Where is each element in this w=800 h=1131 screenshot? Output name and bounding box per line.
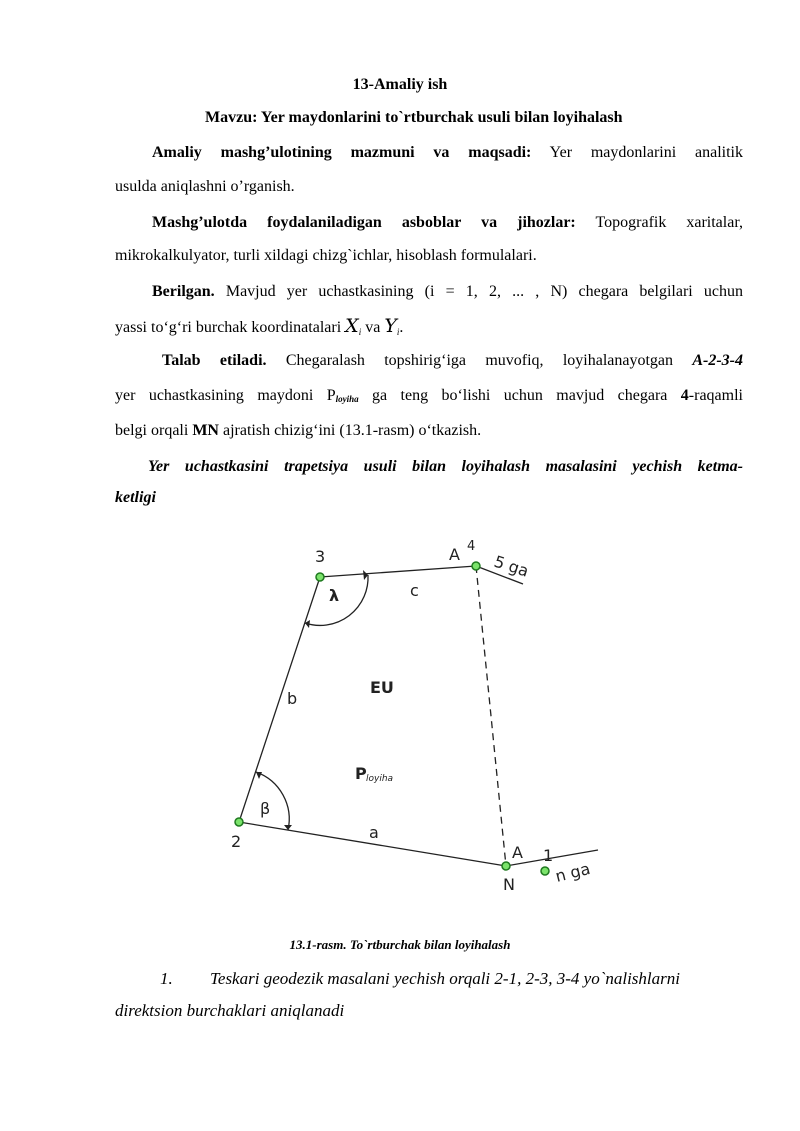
section-heading-line-1: Yer uchastkasini trapetsiya usuli bilan loyihalash masalasini yechish ketma- [148, 458, 743, 475]
var-y-sub: i [396, 327, 400, 337]
required-line-2-text: yer uchastkasining maydoni P [115, 387, 336, 404]
step-1-line-2: direktsion burchaklari aniqlanadi [115, 1001, 345, 1020]
subject-line: Mavzu: Yer maydonlarini to`rtburchak usuli bilan loyihalash [205, 109, 623, 126]
point-1 [541, 867, 549, 875]
label-a: a [369, 823, 379, 842]
label-a4-sup: 4 [467, 539, 476, 554]
lambda-arrow [363, 570, 368, 580]
step-1-text: Teskari geodezik masalani yechish orqali 2-1, 2-3, 3-4 yo`nalishlarni [210, 969, 680, 988]
required-line-3-text: belgi orqali [115, 422, 189, 439]
equipment-label: Mashg’ulotda foydalaniladigan asboblar va jihozlar: [152, 214, 576, 231]
purpose-label: Amaliy mashg’ulotining mazmuni va maqsadi: [152, 144, 532, 161]
required-label: Talab etiladi. [162, 352, 267, 369]
given-text: Mavjud yer uchastkasining (i = 1, 2, ... , N) chegara belgilari uchun [225, 283, 744, 300]
equipment-text: Topografik xaritalar, [595, 214, 743, 231]
label-beta: β [260, 799, 271, 818]
label-an: A [512, 843, 523, 862]
period: . [399, 319, 404, 336]
var-x-sub: i [358, 327, 362, 337]
label-n: N [503, 875, 515, 894]
va-word: va [365, 319, 381, 336]
side-c [320, 566, 476, 577]
given-line-2-text: yassi to‘g‘ri burchak koordinatalari [115, 319, 342, 336]
purpose-line-2: usulda aniqlashni o’rganish. [115, 178, 295, 195]
dividing-line-mn [476, 566, 506, 866]
point-3 [316, 573, 324, 581]
required-line-2-mid: ga teng bo‘lishi uchun mavjud chegara [372, 387, 668, 404]
label-3: 3 [315, 547, 326, 566]
label-a4: A [449, 545, 460, 564]
label-1: 1 [543, 846, 554, 865]
label-ploy: P [355, 764, 367, 783]
label-b: b [287, 689, 298, 708]
label-ploy-sub: loyiha [366, 774, 394, 784]
label-2: 2 [231, 832, 242, 851]
beta-arrow [256, 772, 262, 779]
figure-caption: 13.1-rasm. To`rtburchak bilan loyihalash [289, 937, 511, 952]
point-n [502, 862, 510, 870]
label-lambda: λ [329, 586, 340, 605]
required-line-2-end: -raqamli [688, 387, 743, 404]
page-title: 13-Amaliy ish [352, 76, 448, 93]
required-line-3-end: ajratish chizig‘ini (13.1-rasm) o‘tkazish. [222, 422, 482, 439]
point-2 [235, 818, 243, 826]
p-loyiha-sub: loyiha [335, 394, 359, 404]
equipment-line-2: mikrokalkulyator, turli xildagi chizg`ichlar, hisoblash formulalari. [115, 247, 537, 264]
given-label: Berilgan. [152, 283, 215, 300]
step-1-number: 1. [160, 969, 173, 988]
var-x: X [345, 315, 359, 337]
label-to-n: n ga [553, 858, 593, 886]
required-text: Chegaralash topshirig‘iga muvofiq, loyihalanayotgan [285, 352, 674, 369]
side-b [239, 577, 320, 822]
section-heading-line-2: ketligi [115, 489, 156, 506]
figure-ref: A-2-3-4 [692, 352, 743, 369]
point-4 [472, 562, 480, 570]
mark-number: 4 [680, 387, 689, 404]
label-eu: EU [370, 678, 394, 697]
label-to-5: 5 ga [491, 551, 532, 581]
purpose-text: Yer maydonlarini analitik [549, 144, 743, 161]
var-y: Y [384, 315, 397, 337]
label-c: c [410, 581, 419, 600]
mn-label: MN [192, 422, 219, 439]
